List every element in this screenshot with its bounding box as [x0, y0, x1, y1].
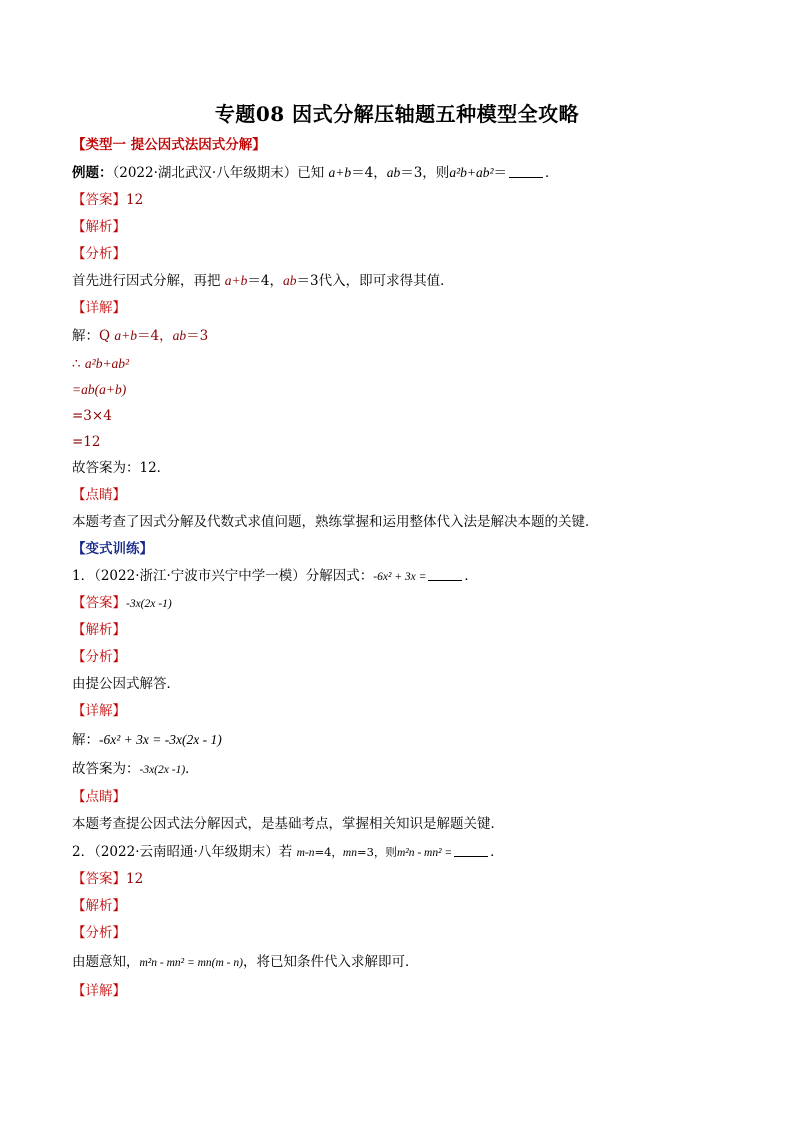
example-dianjing: 本题考查了因式分解及代数式求值问题，熟练掌握和运用整体代入法是解决本题的关键．	[72, 514, 599, 530]
detail-eq-2: ＝3	[186, 328, 209, 344]
q2-fenxi	[72, 953, 418, 972]
q2-detail-tag: 【详解】	[72, 983, 126, 999]
q1-conclusion	[72, 760, 199, 779]
fenxi-text-3: ＝3代入，即可求得其值．	[296, 273, 454, 289]
detail-tag: 【详解】	[72, 300, 126, 316]
detail-eq-1: ＝4，	[137, 328, 173, 344]
q1-stem: 1．（2022·浙江·宁波市兴宁中学一模）分解因式：	[72, 568, 374, 584]
q2-cond-2: mn	[342, 847, 357, 859]
q2-expression: m²n - mn² =	[396, 847, 453, 859]
fenxi-tag: 【分析】	[72, 246, 126, 262]
fenxi-text-1: 首先进行因式分解，再把	[72, 273, 221, 289]
q1-answer-value: -3x(2x -1)	[126, 598, 172, 610]
q2-eq-1: =4，	[314, 845, 343, 859]
question-2	[72, 843, 504, 862]
analysis-tag: 【解析】	[72, 219, 126, 235]
detail-line-2	[72, 355, 129, 373]
q1-fenxi: 由提公因式解答．	[72, 676, 180, 692]
q1-expression: -6x² + 3x =	[373, 571, 427, 583]
example-eq-1: ＝4，	[351, 165, 387, 181]
q2-analysis-tag: 【解析】	[72, 898, 126, 914]
detail-cond-2: ab	[172, 328, 187, 343]
q1-end: ．	[464, 568, 478, 584]
q1-final-expression: -3x(2x -1)	[139, 764, 186, 776]
q2-fenxi-text-1: 由题意知，	[72, 954, 140, 970]
q1-detail	[72, 731, 222, 749]
q1-detail-expression: -6x² + 3x = -3x(2x - 1)	[99, 732, 222, 747]
answer-blank	[509, 165, 543, 178]
q1-final-label: 故答案为：	[72, 761, 140, 777]
section-heading-type-1: 【类型一 提公因式法因式分解】	[72, 137, 266, 153]
answer-value: 12	[126, 192, 144, 208]
example-end: ．	[545, 165, 559, 181]
detail-line-4: =3×4	[72, 408, 112, 424]
detail-line-5: =12	[72, 434, 101, 450]
fenxi-cond-1: a+b	[224, 273, 248, 288]
q1-analysis-tag: 【解析】	[72, 622, 126, 638]
q2-answer-tag: 【答案】	[72, 871, 126, 887]
detail-line-3	[72, 381, 126, 399]
because-symbol: Q	[99, 328, 111, 344]
q2-answer-blank	[454, 844, 488, 857]
q1-dianjing-tag: 【点睛】	[72, 789, 126, 805]
q2-cond-1: m-n	[296, 847, 315, 859]
q1-final-end: ．	[185, 761, 199, 777]
q2-answer-value: 12	[126, 871, 144, 887]
q2-end: ．	[490, 844, 504, 860]
q1-dianjing: 本题考查提公因式法分解因式，是基础考点，掌握相关知识是解题关键．	[72, 816, 504, 832]
example-cond-1: a+b	[328, 165, 352, 180]
fenxi-cond-2: ab	[283, 273, 297, 288]
example-eq-2: ＝3，则	[400, 165, 450, 181]
dianjing-tag: 【点睛】	[72, 487, 126, 503]
q2-eq-2: =3，则	[356, 845, 397, 859]
therefore-symbol: ∴	[72, 356, 81, 372]
example-fenxi	[72, 272, 454, 290]
page-title: 专题08 因式分解压轴题五种模型全攻略	[214, 102, 580, 126]
question-1	[72, 567, 478, 586]
variant-training-heading: 【变式训练】	[72, 541, 153, 557]
example-question	[72, 164, 559, 182]
example-ask: ＝	[493, 165, 508, 181]
detail-line-1	[72, 327, 208, 345]
example-expression: a²b+ab²	[449, 165, 494, 180]
detail-solve-label: 解：	[72, 328, 99, 344]
q2-answer	[72, 870, 143, 888]
q1-answer	[72, 594, 172, 613]
q2-fenxi-text-2: ，将已知条件代入求解即可．	[242, 954, 419, 970]
example-cond-2: ab	[386, 165, 401, 180]
detail-cond-1: a+b	[114, 328, 137, 343]
q1-fenxi-tag: 【分析】	[72, 649, 126, 665]
q2-fenxi-tag: 【分析】	[72, 925, 126, 941]
detail-expression: a²b+ab²	[84, 356, 130, 371]
q2-stem: 2．（2022·云南昭通·八年级期末）若	[72, 844, 293, 860]
q1-answer-blank	[428, 568, 462, 581]
detail-factored: =ab(a+b)	[72, 382, 127, 397]
example-source: （2022·湖北武汉·八年级期末）已知	[112, 165, 325, 181]
example-answer	[72, 191, 143, 209]
fenxi-text-2: ＝4，	[247, 273, 284, 289]
q2-fenxi-expression: m²n - mn² = mn(m - n)	[139, 957, 243, 969]
detail-conclusion: 故答案为：12．	[72, 460, 171, 476]
example-label: 例题：	[72, 165, 113, 181]
q1-detail-tag: 【详解】	[72, 703, 126, 719]
q1-detail-label: 解：	[72, 732, 99, 748]
answer-tag: 【答案】	[72, 192, 126, 208]
q1-answer-tag: 【答案】	[72, 595, 126, 611]
